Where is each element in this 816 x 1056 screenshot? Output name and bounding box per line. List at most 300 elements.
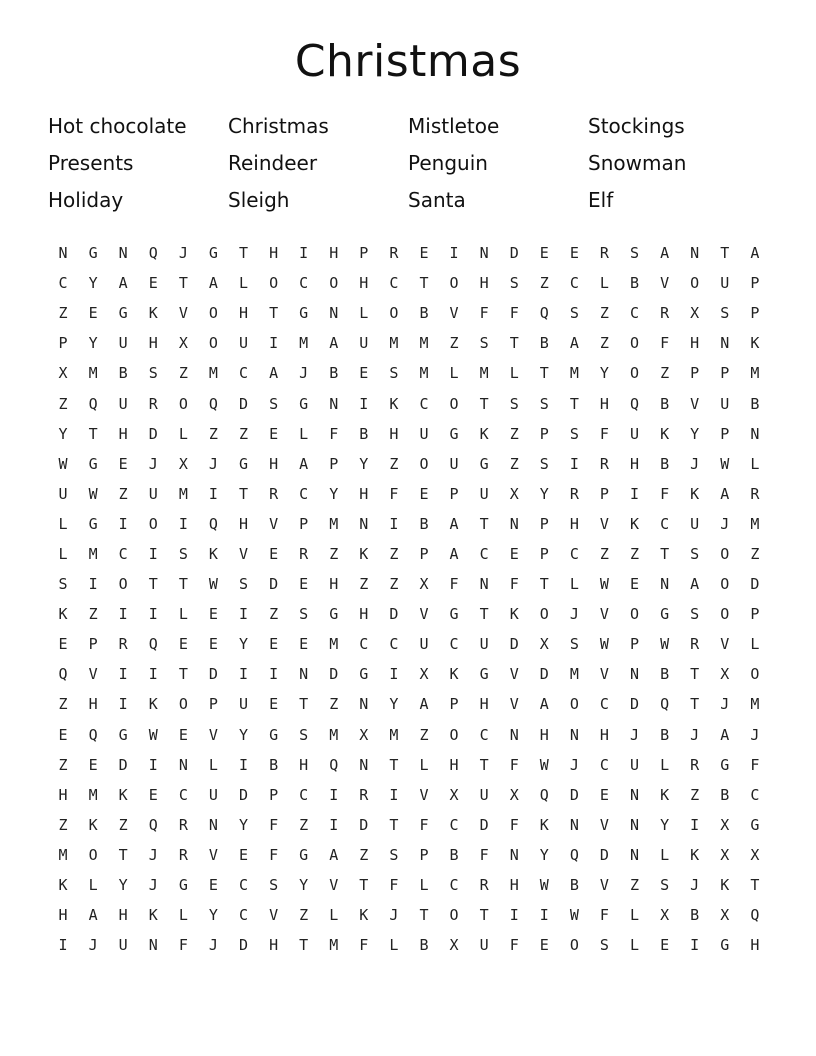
grid-letter: U xyxy=(238,695,249,714)
grid-letter: Y xyxy=(539,484,549,503)
grid-letter: P xyxy=(329,454,339,473)
grid-letter: O xyxy=(329,274,339,293)
grid-letter: H xyxy=(389,424,399,443)
grid-letter: F xyxy=(750,755,760,774)
grid-letter: Q xyxy=(208,394,218,413)
grid-letter: Q xyxy=(539,785,549,804)
grid-row xyxy=(48,569,770,599)
grid-letter: Y xyxy=(238,815,249,834)
grid-letter: T xyxy=(299,695,309,714)
grid-letter: N xyxy=(509,845,519,864)
grid-letter: I xyxy=(118,665,128,684)
grid-letter: P xyxy=(750,274,760,293)
grid-letter: C xyxy=(660,514,670,533)
grid-letter: Z xyxy=(299,906,309,925)
grid-letter: B xyxy=(630,274,640,293)
grid-letter: S xyxy=(599,936,609,955)
grid-letter: M xyxy=(389,334,399,353)
word-list-item: Hot chocolate xyxy=(48,114,187,138)
grid-letter: G xyxy=(359,665,369,684)
grid-letter: M xyxy=(569,364,579,383)
grid-letter: N xyxy=(178,755,188,774)
grid-letter: T xyxy=(690,665,700,684)
grid-letter: E xyxy=(208,635,218,654)
grid-letter: F xyxy=(269,845,279,864)
grid-letter: W xyxy=(58,454,68,473)
grid-letter: U xyxy=(419,635,429,654)
grid-letter: F xyxy=(359,936,369,955)
grid-letter: O xyxy=(208,304,218,323)
grid-letter: Y xyxy=(88,274,98,293)
grid-letter: P xyxy=(539,424,549,443)
grid-letter: C xyxy=(599,695,609,714)
grid-letter: T xyxy=(419,906,429,925)
grid-letter: P xyxy=(208,695,218,714)
grid-row xyxy=(48,509,770,539)
grid-letter: E xyxy=(299,635,309,654)
grid-letter: N xyxy=(630,665,640,684)
grid-letter: C xyxy=(569,544,579,563)
grid-letter: N xyxy=(479,575,489,594)
grid-letter: T xyxy=(569,394,579,413)
grid-letter: K xyxy=(148,906,158,925)
grid-letter: X xyxy=(359,725,369,744)
grid-letter: E xyxy=(359,364,369,383)
grid-letter: A xyxy=(118,274,128,293)
grid-letter: J xyxy=(720,695,730,714)
grid-letter: D xyxy=(389,605,399,624)
grid-letter: O xyxy=(88,845,98,864)
grid-letter: F xyxy=(449,575,459,594)
grid-letter: V xyxy=(509,665,519,684)
grid-letter: N xyxy=(720,334,730,353)
grid-letter: N xyxy=(509,514,519,533)
grid-letter: R xyxy=(690,635,700,654)
grid-letter: Z xyxy=(419,725,429,744)
grid-letter: G xyxy=(299,394,309,413)
grid-letter: I xyxy=(148,544,158,563)
grid-letter: I xyxy=(118,605,128,624)
grid-letter: J xyxy=(178,244,188,263)
grid-letter: G xyxy=(88,454,98,473)
grid-letter: C xyxy=(299,484,309,503)
grid-letter: R xyxy=(359,785,369,804)
grid-letter: G xyxy=(329,605,339,624)
grid-letter: Q xyxy=(539,304,549,323)
grid-letter: W xyxy=(660,635,670,654)
grid-letter: Z xyxy=(509,424,519,443)
grid-row xyxy=(48,238,770,268)
grid-row xyxy=(48,750,770,780)
grid-letter: E xyxy=(88,304,98,323)
grid-letter: L xyxy=(299,424,309,443)
grid-letter: X xyxy=(509,785,519,804)
grid-letter: S xyxy=(539,394,549,413)
grid-letter: Y xyxy=(690,424,700,443)
grid-letter: E xyxy=(419,484,429,503)
grid-letter: Y xyxy=(389,695,399,714)
grid-letter: U xyxy=(720,274,730,293)
grid-letter: C xyxy=(630,304,640,323)
grid-letter: G xyxy=(118,304,128,323)
grid-letter: O xyxy=(630,605,640,624)
grid-letter: K xyxy=(479,424,489,443)
grid-letter: I xyxy=(118,695,128,714)
grid-letter: V xyxy=(208,845,218,864)
grid-letter: G xyxy=(88,514,98,533)
grid-letter: I xyxy=(389,785,399,804)
grid-letter: O xyxy=(630,364,640,383)
grid-letter: I xyxy=(148,665,158,684)
grid-letter: A xyxy=(299,454,309,473)
word-list-item: Elf xyxy=(588,188,614,212)
grid-letter: V xyxy=(599,665,609,684)
grid-letter: V xyxy=(690,394,700,413)
word-list-item: Mistletoe xyxy=(408,114,500,138)
grid-letter: Z xyxy=(88,605,98,624)
grid-letter: G xyxy=(479,454,489,473)
grid-letter: T xyxy=(238,244,249,263)
grid-letter: B xyxy=(569,876,579,895)
grid-letter: U xyxy=(630,424,640,443)
grid-letter: Z xyxy=(690,785,700,804)
grid-letter: S xyxy=(178,544,188,563)
grid-letter: E xyxy=(539,936,549,955)
grid-letter: L xyxy=(389,936,399,955)
grid-letter: K xyxy=(208,544,218,563)
grid-letter: K xyxy=(58,876,68,895)
grid-letter: H xyxy=(569,514,579,533)
grid-letter: Y xyxy=(539,845,549,864)
grid-letter: A xyxy=(750,244,760,263)
grid-letter: N xyxy=(569,815,579,834)
grid-letter: K xyxy=(660,785,670,804)
grid-letter: K xyxy=(148,695,158,714)
grid-letter: P xyxy=(539,544,549,563)
grid-letter: N xyxy=(630,815,640,834)
grid-letter: O xyxy=(720,575,730,594)
grid-letter: Z xyxy=(389,454,399,473)
word-list-item: Santa xyxy=(408,188,466,212)
grid-letter: E xyxy=(509,544,519,563)
grid-letter: C xyxy=(419,394,429,413)
grid-letter: T xyxy=(479,755,489,774)
grid-letter: R xyxy=(599,454,609,473)
grid-letter: Y xyxy=(238,725,249,744)
grid-letter: F xyxy=(599,906,609,925)
grid-letter: N xyxy=(630,845,640,864)
grid-letter: G xyxy=(208,244,218,263)
grid-letter: P xyxy=(599,484,609,503)
grid-letter: W xyxy=(148,725,158,744)
grid-letter: G xyxy=(660,605,670,624)
grid-letter: B xyxy=(269,755,279,774)
grid-letter: Y xyxy=(329,484,339,503)
word-list xyxy=(48,112,768,223)
grid-row xyxy=(48,479,770,509)
word-list-item: Penguin xyxy=(408,151,488,175)
grid-letter: H xyxy=(359,484,369,503)
grid-letter: I xyxy=(58,936,68,955)
grid-letter: H xyxy=(329,575,339,594)
grid-letter: F xyxy=(509,936,519,955)
grid-letter: X xyxy=(539,635,549,654)
grid-letter: T xyxy=(359,876,369,895)
grid-letter: F xyxy=(479,845,489,864)
grid-letter: D xyxy=(509,244,519,263)
grid-letter: N xyxy=(329,394,339,413)
grid-letter: V xyxy=(269,906,279,925)
grid-letter: O xyxy=(208,334,218,353)
grid-letter: E xyxy=(208,876,218,895)
grid-letter: I xyxy=(238,665,249,684)
grid-letter: B xyxy=(419,514,429,533)
grid-letter: J xyxy=(690,454,700,473)
word-list-item: Snowman xyxy=(588,151,687,175)
grid-letter: Z xyxy=(58,394,68,413)
grid-letter: N xyxy=(359,695,369,714)
grid-letter: I xyxy=(299,244,309,263)
grid-letter: W xyxy=(539,755,549,774)
grid-letter: V xyxy=(329,876,339,895)
grid-row xyxy=(48,659,770,689)
grid-letter: G xyxy=(479,665,489,684)
page-title: Christmas xyxy=(294,36,522,87)
grid-letter: T xyxy=(479,605,489,624)
grid-letter: I xyxy=(148,755,158,774)
grid-letter: D xyxy=(148,424,158,443)
grid-letter: P xyxy=(419,544,429,563)
grid-letter: L xyxy=(660,845,670,864)
grid-letter: O xyxy=(269,274,279,293)
grid-letter: O xyxy=(569,936,579,955)
grid-letter: B xyxy=(118,364,128,383)
grid-letter: Q xyxy=(630,394,640,413)
grid-letter: H xyxy=(238,514,249,533)
grid-letter: P xyxy=(750,605,760,624)
grid-letter: H xyxy=(599,725,609,744)
grid-letter: V xyxy=(599,605,609,624)
grid-letter: P xyxy=(630,635,640,654)
grid-letter: D xyxy=(539,665,549,684)
grid-letter: Q xyxy=(660,695,670,714)
grid-letter: I xyxy=(269,665,279,684)
grid-letter: N xyxy=(630,785,640,804)
grid-letter: C xyxy=(389,635,399,654)
grid-letter: K xyxy=(88,815,98,834)
grid-letter: I xyxy=(178,514,188,533)
grid-letter: U xyxy=(419,424,429,443)
grid-letter: C xyxy=(238,364,249,383)
grid-letter: E xyxy=(419,244,429,263)
grid-letter: A xyxy=(88,906,98,925)
grid-letter: M xyxy=(178,484,188,503)
grid-letter: I xyxy=(539,906,549,925)
grid-letter: U xyxy=(58,484,68,503)
grid-letter: W xyxy=(720,454,730,473)
grid-letter: D xyxy=(238,936,249,955)
grid-letter: S xyxy=(269,394,279,413)
grid-letter: L xyxy=(359,304,369,323)
grid-letter: G xyxy=(238,454,249,473)
grid-letter: P xyxy=(419,845,429,864)
grid-letter: O xyxy=(569,695,579,714)
grid-letter: C xyxy=(238,906,249,925)
grid-letter: P xyxy=(58,334,68,353)
grid-letter: Z xyxy=(359,575,369,594)
grid-letter: T xyxy=(479,906,489,925)
grid-letter: V xyxy=(509,695,519,714)
word-list-item: Holiday xyxy=(48,188,124,212)
grid-letter: S xyxy=(690,605,700,624)
grid-letter: N xyxy=(509,725,519,744)
grid-letter: Q xyxy=(569,845,579,864)
grid-letter: J xyxy=(630,725,640,744)
grid-letter: K xyxy=(690,845,700,864)
grid-letter: M xyxy=(329,635,339,654)
grid-letter: E xyxy=(630,575,640,594)
grid-letter: K xyxy=(539,815,549,834)
grid-letter: Y xyxy=(599,364,609,383)
grid-letter: D xyxy=(630,695,640,714)
grid-letter: Z xyxy=(329,695,339,714)
grid-letter: R xyxy=(389,244,399,263)
grid-letter: E xyxy=(299,575,309,594)
grid-letter: R xyxy=(660,304,670,323)
grid-row xyxy=(48,870,770,900)
grid-letter: U xyxy=(690,514,700,533)
grid-letter: P xyxy=(299,514,309,533)
grid-letter: M xyxy=(750,364,760,383)
grid-letter: F xyxy=(389,876,399,895)
grid-letter: Z xyxy=(599,304,609,323)
grid-letter: I xyxy=(359,394,369,413)
grid-letter: F xyxy=(178,936,188,955)
grid-letter: F xyxy=(509,575,519,594)
grid-letter: C xyxy=(299,785,309,804)
grid-letter: L xyxy=(329,906,339,925)
grid-letter: X xyxy=(750,845,760,864)
grid-letter: T xyxy=(178,575,188,594)
grid-letter: H xyxy=(359,274,369,293)
grid-letter: G xyxy=(88,244,98,263)
grid-letter: A xyxy=(329,845,339,864)
grid-letter: S xyxy=(569,424,579,443)
grid-letter: J xyxy=(299,364,309,383)
grid-letter: A xyxy=(449,514,459,533)
grid-letter: Q xyxy=(58,665,68,684)
grid-letter: S xyxy=(660,876,670,895)
grid-letter: H xyxy=(118,906,128,925)
grid-letter: L xyxy=(178,605,188,624)
grid-letter: E xyxy=(58,635,68,654)
grid-letter: Q xyxy=(329,755,339,774)
grid-letter: F xyxy=(599,424,609,443)
grid-letter: O xyxy=(178,394,188,413)
grid-letter: F xyxy=(419,815,429,834)
grid-letter: I xyxy=(329,785,339,804)
grid-letter: H xyxy=(269,454,279,473)
grid-letter: Z xyxy=(58,815,68,834)
word-list-item: Stockings xyxy=(588,114,685,138)
grid-letter: S xyxy=(539,454,549,473)
grid-letter: J xyxy=(88,936,98,955)
grid-letter: Z xyxy=(58,755,68,774)
grid-row xyxy=(48,328,770,358)
grid-letter: T xyxy=(178,274,188,293)
grid-letter: W xyxy=(599,635,609,654)
grid-row xyxy=(48,840,770,870)
grid-letter: W xyxy=(539,876,549,895)
grid-letter: X xyxy=(720,665,730,684)
grid-letter: H xyxy=(148,334,158,353)
grid-letter: J xyxy=(720,514,730,533)
grid-letter: C xyxy=(449,876,459,895)
grid-letter: J xyxy=(569,755,579,774)
grid-letter: A xyxy=(720,484,730,503)
grid-row xyxy=(48,419,770,449)
grid-letter: Z xyxy=(599,334,609,353)
grid-letter: A xyxy=(660,244,670,263)
grid-letter: W xyxy=(569,906,579,925)
grid-letter: Q xyxy=(750,906,760,925)
grid-letter: J xyxy=(208,936,218,955)
grid-letter: C xyxy=(238,876,249,895)
grid-letter: N xyxy=(208,815,218,834)
grid-letter: H xyxy=(58,785,68,804)
grid-letter: S xyxy=(569,304,579,323)
grid-letter: Y xyxy=(58,424,68,443)
grid-letter: L xyxy=(630,936,640,955)
grid-letter: K xyxy=(148,304,158,323)
grid-letter: C xyxy=(449,815,459,834)
grid-letter: X xyxy=(419,575,429,594)
grid-letter: F xyxy=(509,304,519,323)
grid-letter: Z xyxy=(389,575,399,594)
grid-letter: N xyxy=(359,514,369,533)
grid-letter: D xyxy=(599,845,609,864)
grid-letter: Y xyxy=(660,815,670,834)
grid-letter: B xyxy=(419,304,429,323)
grid-letter: F xyxy=(660,484,670,503)
grid-letter: N xyxy=(299,665,309,684)
grid-letter: I xyxy=(389,665,399,684)
grid-letter: B xyxy=(539,334,549,353)
grid-letter: Z xyxy=(118,815,128,834)
grid-letter: A xyxy=(720,725,730,744)
grid-letter: E xyxy=(58,725,68,744)
grid-letter: J xyxy=(148,454,158,473)
grid-letter: T xyxy=(479,394,489,413)
grid-letter: L xyxy=(569,575,579,594)
grid-letter: X xyxy=(690,304,700,323)
grid-letter: V xyxy=(208,725,218,744)
grid-letter: B xyxy=(660,665,670,684)
grid-letter: L xyxy=(660,755,670,774)
grid-letter: A xyxy=(449,544,459,563)
grid-letter: H xyxy=(599,394,609,413)
grid-letter: V xyxy=(238,544,249,563)
grid-letter: N xyxy=(750,424,760,443)
grid-letter: B xyxy=(329,364,339,383)
grid-letter: H xyxy=(630,454,640,473)
grid-letter: C xyxy=(599,755,609,774)
grid-letter: H xyxy=(269,936,279,955)
grid-letter: O xyxy=(720,544,730,563)
grid-letter: G xyxy=(750,815,760,834)
grid-letter: T xyxy=(238,484,249,503)
grid-letter: K xyxy=(118,785,128,804)
